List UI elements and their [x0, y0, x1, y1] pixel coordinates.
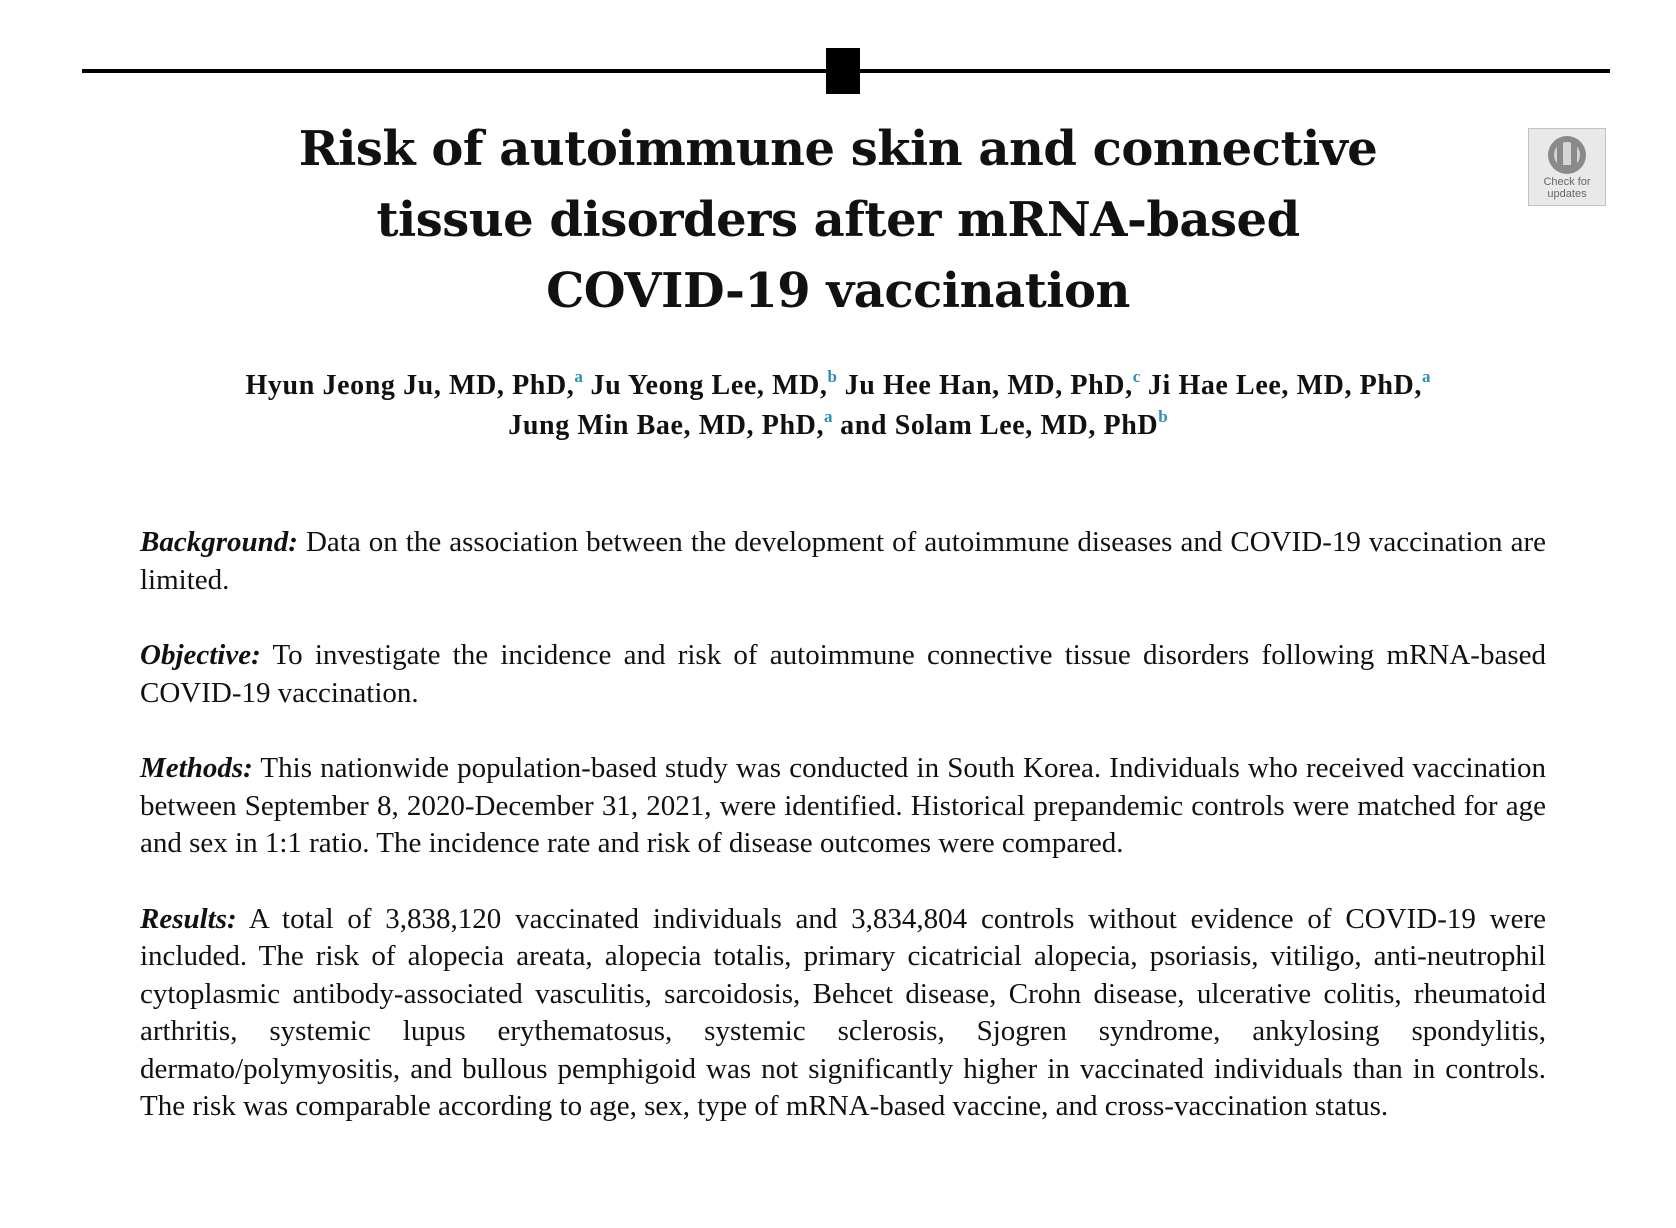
affiliation-marker[interactable]: a [1421, 367, 1431, 386]
abstract-objective [140, 637, 1546, 712]
author-name: Jung Min Bae, MD, PhD, [508, 410, 825, 441]
author-name: Ju Yeong Lee, MD, [590, 370, 828, 401]
author-list [100, 366, 1576, 446]
author-name: Ji Hae Lee, MD, PhD, [1147, 370, 1422, 401]
section-label-objective: Objective: [140, 639, 261, 671]
results-text: A total of 3,838,120 vaccinated individuals and 3,834,804 controls without evidence of COVID-19 were included. The risk of alopecia areata, alopecia totalis, primary cicatricial alopecia, psoriasis, vitiligo, anti-neutrophil cytoplasmic antibody-associated vasculitis, sarcoidosis, Behcet disease, Crohn disease, ulcerative colitis, rheumatoid arthritis, systemic lupus erythematosus, systemic sclerosis, Sjogren syndrome, ankylosing spondylitis, dermato/polymyositis, and bullous pemphigoid was not significantly higher in vaccinated individuals than in controls. The risk was comparable according to age, sex, type of mRNA-based vaccine, and cross-vaccination status. [140, 902, 1546, 1122]
author-line-1 [100, 366, 1576, 406]
methods-text: This nationwide population-based study was conducted in South Korea. Individuals who received vaccination between September 8, 2020-December 31, 2021, were identified. Historical prepandemic controls were matched for age and sex in 1:1 ratio. The incidence rate and risk of disease outcomes were compared. [140, 752, 1546, 859]
author-name: Ju Hee Han, MD, PhD, [844, 370, 1133, 401]
badge-label-line2: updates [1547, 188, 1587, 200]
background-text: Data on the association between the development of autoimmune diseases and COVID-19 vaccination are limited. [140, 526, 1546, 596]
article-title [200, 114, 1476, 327]
section-label-background: Background: [140, 526, 298, 558]
check-for-updates-badge[interactable] [1528, 128, 1606, 206]
check-for-updates-icon [1546, 134, 1588, 176]
affiliation-marker[interactable]: b [827, 367, 837, 386]
abstract-results [140, 901, 1546, 1126]
author-name: Hyun Jeong Ju, MD, PhD, [245, 370, 575, 401]
abstract-background [140, 524, 1546, 599]
badge-label-line1: Check for [1543, 176, 1591, 188]
abstract-methods [140, 750, 1546, 863]
affiliation-marker[interactable]: b [1158, 407, 1168, 426]
objective-text: To investigate the incidence and risk of autoimmune connective tissue disorders following mRNA-based COVID-19 vaccination. [140, 639, 1546, 709]
title-line-2: tissue disorders after mRNA-based [376, 192, 1300, 248]
title-line-3: COVID-19 vaccination [546, 263, 1130, 319]
affiliation-marker[interactable]: c [1132, 367, 1141, 386]
author-line-2 [100, 406, 1576, 446]
title-line-1: Risk of autoimmune skin and connective [298, 121, 1378, 177]
abstract [140, 524, 1546, 1164]
affiliation-marker[interactable]: a [574, 367, 583, 386]
section-label-methods: Methods: [140, 752, 253, 784]
affiliation-marker[interactable]: a [824, 407, 833, 426]
header-rule-marker [826, 48, 860, 94]
author-name: and Solam Lee, MD, PhD [840, 410, 1159, 441]
section-label-results: Results: [140, 902, 237, 935]
